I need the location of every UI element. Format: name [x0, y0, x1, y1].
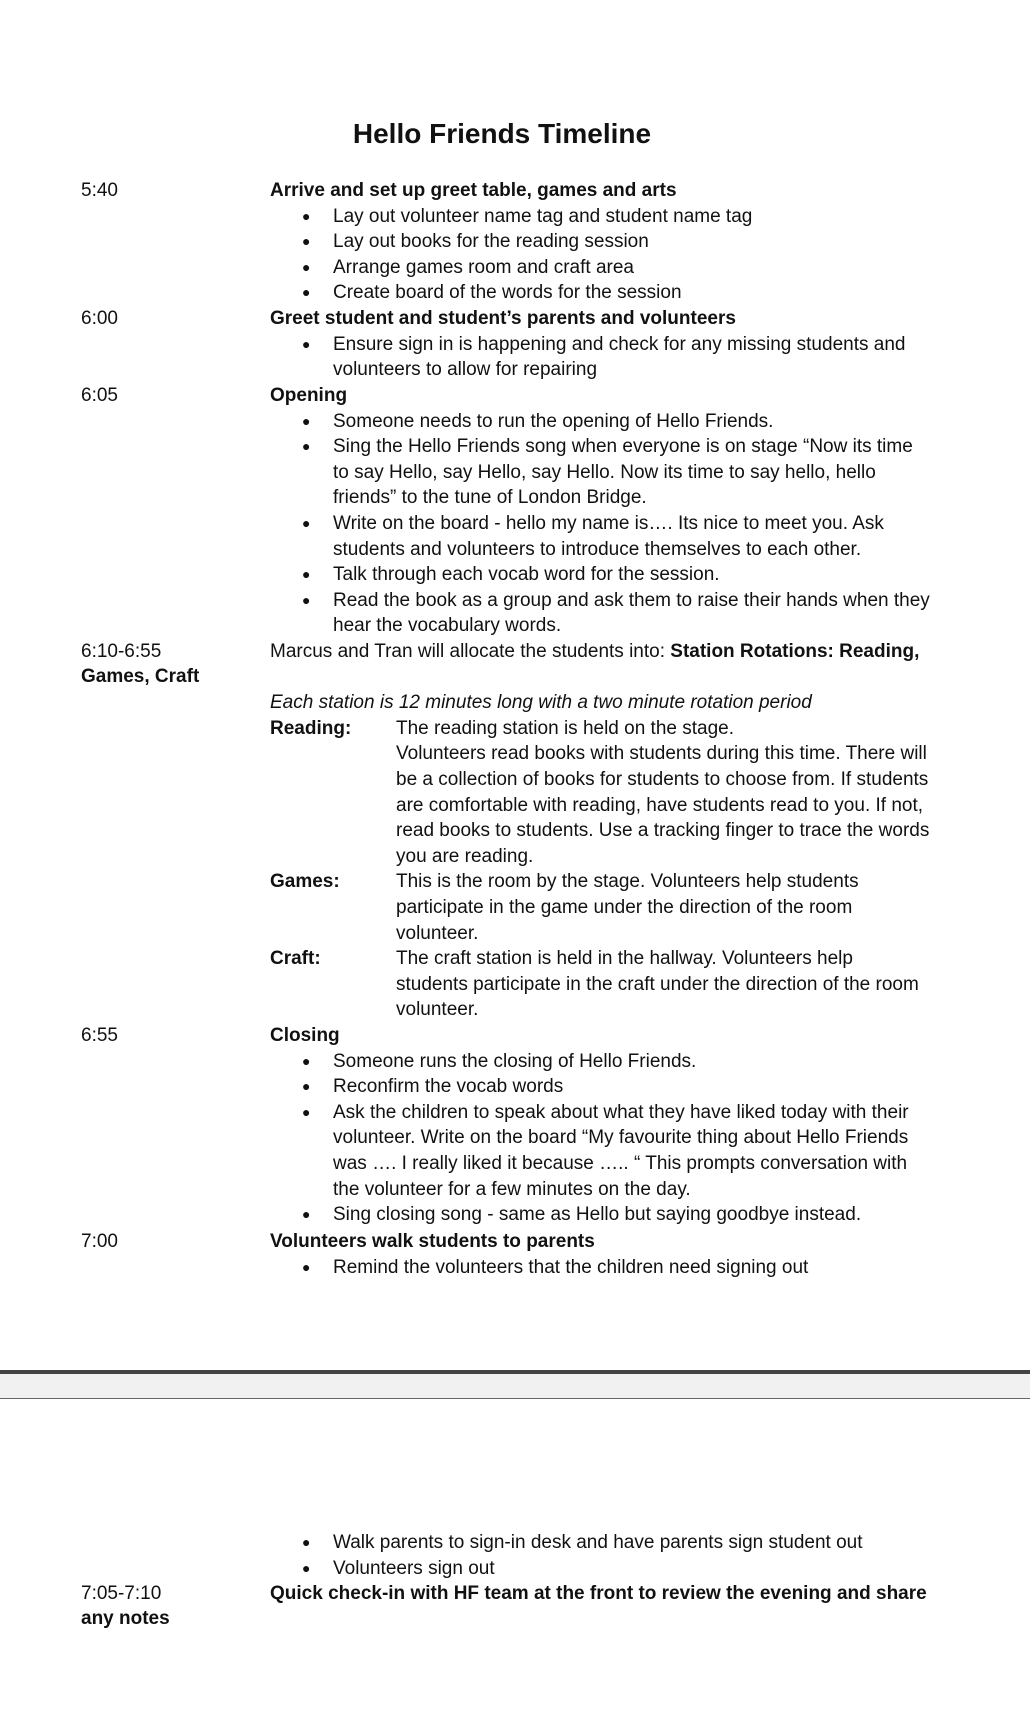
entry-heading: Closing: [270, 1025, 340, 1046]
list-item: ● Ask the children to speak about what they have liked today with their volunteer. Write on the board “My favourite thing about Hello Friends was …. I really liked it because ….. “ This prompts conversation with the volunteer for a few minutes on the day.: [270, 1100, 930, 1202]
entry-heading: Greet student and student’s parents and volunteers: [270, 308, 736, 329]
bullet-list: [270, 204, 930, 306]
station-craft: [270, 946, 930, 1023]
list-item: ● Sing the Hello Friends song when everyone is on stage “Now its time to say Hello, say Hello, say Hello. Now its time to say hello, hello friends” to the tune of London Bridge.: [270, 434, 930, 511]
time-label: 7:00: [81, 1231, 118, 1252]
bullet-list: [270, 409, 930, 639]
timeline-entry-greet: [270, 306, 930, 383]
station-name: Reading:: [270, 717, 352, 739]
station-description: This is the room by the stage. Volunteers help students participate in the game under the direction of the room volunteer.: [396, 871, 859, 944]
time-label: 5:40: [81, 180, 118, 201]
list-item: ● Arrange games room and craft area: [270, 255, 930, 281]
time-label: 6:05: [81, 385, 118, 406]
list-item: ● Read the book as a group and ask them to raise their hands when they hear the vocabulary words.: [270, 588, 930, 639]
list-item: ● Lay out books for the reading session: [270, 229, 930, 255]
station-description: The craft station is held in the hallway. Volunteers help students participate in the craft under the direction of the room volunteer.: [396, 948, 919, 1021]
entry-heading: Opening: [270, 385, 348, 406]
station-description: [396, 716, 930, 870]
entry-heading: Volunteers walk students to parents: [270, 1231, 595, 1252]
document-title: Hello Friends Timeline: [352, 118, 652, 149]
time-label: [81, 1581, 170, 1631]
list-item: ● Walk parents to sign-in desk and have parents sign student out: [270, 1530, 930, 1556]
bullet-list: [270, 332, 930, 383]
timeline-entry-opening: [270, 383, 930, 639]
station-description-line: The reading station is held on the stage.: [396, 717, 735, 739]
station-intro-text: Marcus and Tran will allocate the students into:: [270, 641, 671, 662]
station-games: [270, 869, 930, 946]
station-intro-bold: Station Rotations: Reading,: [670, 641, 920, 662]
list-item: ● Sing closing song - same as Hello but saying goodbye instead.: [270, 1202, 930, 1228]
timeline-entry-stations: [270, 639, 930, 1023]
list-item: ● Lay out volunteer name tag and student name tag: [270, 204, 930, 230]
time-sublabel: Games, Craft: [81, 666, 200, 687]
time-sublabel: any notes: [81, 1608, 170, 1629]
bullet-list: [270, 1049, 930, 1228]
station-description-line: Volunteers read books with students during this time. There will be a collection of books for students to choose from. If students are comfortable with reading, have students read to you. If not, read books to students. Use a tracking finger to trace the words you are reading.: [396, 743, 930, 867]
list-item: ● Remind the volunteers that the children need signing out: [270, 1255, 930, 1281]
list-item: ● Reconfirm the vocab words: [270, 1074, 930, 1100]
station-name: Craft:: [270, 948, 321, 970]
entry-heading: Quick check-in with HF team at the front to review the evening and share: [270, 1583, 927, 1604]
list-item: ● Someone runs the closing of Hello Friends.: [270, 1049, 930, 1075]
station-reading: [270, 716, 930, 870]
time-range: 7:05-7:10: [81, 1583, 162, 1604]
timeline-entry-setup: [270, 178, 930, 306]
timeline-entry-closing: [270, 1023, 930, 1228]
station-intro: [270, 639, 930, 665]
station-name: Games:: [270, 871, 340, 893]
timeline-entry-checkin: [270, 1581, 930, 1607]
list-item: ● Ensure sign in is happening and check for any missing students and volunteers to allow for repairing: [270, 332, 930, 383]
bullet-list: [270, 1255, 930, 1281]
bullet-list: [270, 1530, 930, 1581]
page-gap: [0, 1374, 1030, 1398]
time-label: 6:00: [81, 308, 118, 329]
document-page-2: [0, 1398, 1030, 1716]
list-item: ● Volunteers sign out: [270, 1556, 930, 1582]
time-label: [81, 639, 199, 689]
list-item: ● Someone needs to run the opening of Hello Friends.: [270, 409, 930, 435]
station-timing-note: Each station is 12 minutes long with a two minute rotation period: [270, 692, 812, 714]
time-label: 6:55: [81, 1025, 118, 1046]
timeline-entry-pickup-continued: [270, 1530, 930, 1581]
list-item: ● Create board of the words for the session: [270, 280, 930, 306]
list-item: ● Write on the board - hello my name is…. Its nice to meet you. Ask students and volunteers to introduce themselves to each other.: [270, 511, 930, 562]
time-range: 6:10-6:55: [81, 641, 162, 662]
timeline-entry-pickup: [270, 1229, 930, 1280]
list-item: ● Talk through each vocab word for the session.: [270, 562, 930, 588]
entry-heading: Arrive and set up greet table, games and arts: [270, 180, 677, 201]
